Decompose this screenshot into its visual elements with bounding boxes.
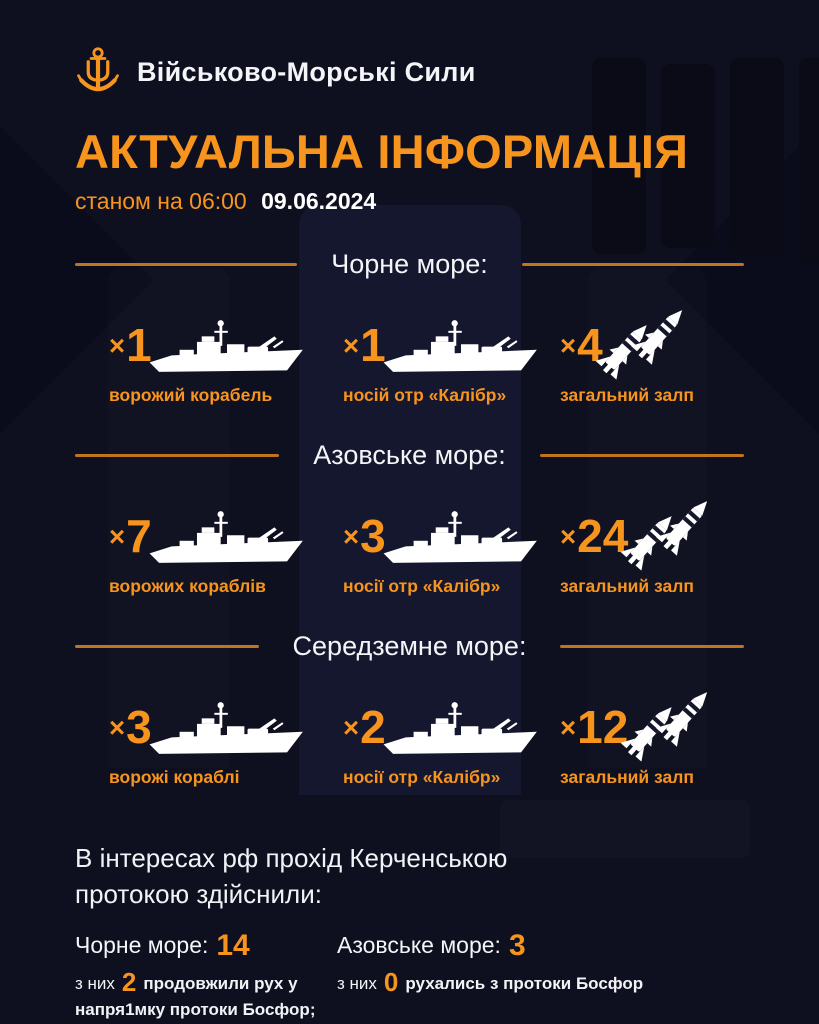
stat-count: ×2 bbox=[343, 701, 386, 753]
section-header-mediterranean-sea bbox=[75, 631, 744, 662]
stat-item bbox=[335, 682, 560, 788]
stat-item bbox=[560, 491, 744, 597]
section-title: Азовське море: bbox=[313, 440, 506, 470]
page-title: АКТУАЛЬНА ІНФОРМАЦІЯ bbox=[75, 125, 689, 178]
stat-item bbox=[335, 491, 560, 597]
stat-count: ×7 bbox=[109, 510, 152, 562]
brand-header bbox=[75, 46, 744, 98]
stat-count: ×1 bbox=[343, 319, 386, 371]
stats-row-black-sea bbox=[75, 300, 744, 406]
warship-icon bbox=[382, 318, 540, 380]
stat-item bbox=[75, 682, 335, 788]
sea-total: 14 bbox=[216, 928, 250, 962]
missiles-icon bbox=[612, 489, 718, 575]
stat-item bbox=[335, 300, 560, 406]
stat-label: носій отр «Калібр» bbox=[343, 385, 507, 405]
stat-label: носії отр «Калібр» bbox=[343, 767, 501, 787]
kerch-heading: В інтересах рф прохід Керченською протокою здійснили: bbox=[75, 843, 508, 910]
report-date: 09.06.2024 bbox=[261, 188, 377, 214]
kerch-detail: з них 2 продовжили рух у напря1мку протоки Босфор; bbox=[75, 966, 316, 1020]
sea-name: Чорне море: bbox=[75, 931, 209, 958]
separator-line bbox=[540, 454, 744, 457]
stat-count: ×1 bbox=[109, 319, 152, 371]
stat-count: ×24 bbox=[560, 510, 629, 562]
stat-label: ворожі кораблі bbox=[109, 767, 240, 787]
stat-label: загальний залп bbox=[560, 576, 694, 596]
stat-count: ×3 bbox=[343, 510, 386, 562]
section-header-black-sea bbox=[75, 249, 744, 280]
warship-icon bbox=[382, 700, 540, 762]
stat-count: ×12 bbox=[560, 701, 629, 753]
sea-total: 3 bbox=[508, 928, 526, 962]
stat-item bbox=[75, 300, 335, 406]
separator-line bbox=[522, 263, 744, 266]
kerch-detail: з них 0 рухались з протоки Босфор bbox=[337, 966, 644, 997]
stat-item bbox=[75, 491, 335, 597]
section-header-azov-sea bbox=[75, 440, 744, 471]
sea-name: Азовське море: bbox=[337, 931, 501, 958]
separator-line bbox=[75, 263, 297, 266]
stat-count: ×3 bbox=[109, 701, 152, 753]
kerch-stat-azov-sea bbox=[337, 929, 643, 1024]
stat-item bbox=[560, 300, 744, 406]
stat-count: ×4 bbox=[560, 319, 603, 371]
stat-label: загальний залп bbox=[560, 385, 694, 405]
separator-line bbox=[560, 645, 744, 648]
warship-icon bbox=[148, 318, 306, 380]
missiles-icon bbox=[587, 298, 693, 384]
stat-label: ворожий корабель bbox=[109, 385, 273, 405]
page-subtitle bbox=[75, 188, 744, 215]
warship-icon bbox=[148, 509, 306, 571]
stats-row-mediterranean-sea bbox=[75, 682, 744, 788]
separator-line bbox=[75, 645, 259, 648]
brand-name: Військово-Морські Сили bbox=[137, 56, 476, 87]
stat-item bbox=[560, 682, 744, 788]
kerch-stat-black-sea bbox=[75, 929, 337, 1024]
stat-label: носії отр «Калібр» bbox=[343, 576, 501, 596]
navy-anchor-trident-icon bbox=[75, 46, 121, 98]
section-title: Чорне море: bbox=[331, 249, 488, 279]
kerch-strait-block bbox=[75, 840, 744, 1023]
separator-line bbox=[75, 454, 279, 457]
section-title: Середземне море: bbox=[292, 631, 527, 661]
warship-icon bbox=[148, 700, 306, 762]
warship-icon bbox=[382, 509, 540, 571]
missiles-icon bbox=[612, 680, 718, 766]
stat-label: загальний залп bbox=[560, 767, 694, 787]
stat-label: ворожих кораблів bbox=[109, 576, 266, 596]
stats-row-azov-sea bbox=[75, 491, 744, 597]
as-of-time: станом на 06:00 bbox=[75, 188, 247, 214]
